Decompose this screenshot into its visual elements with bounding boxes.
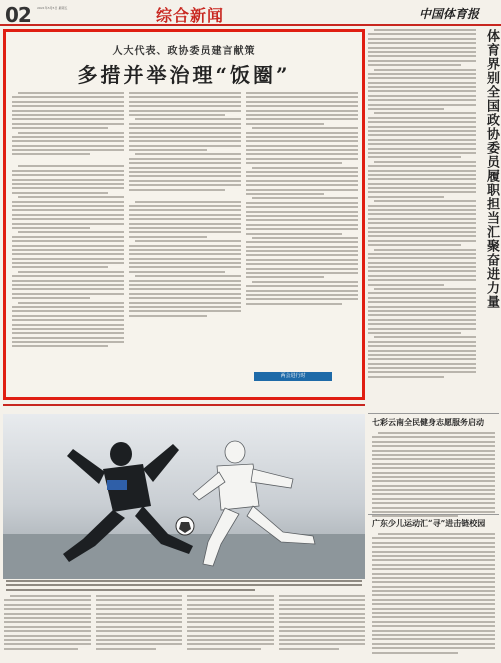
right-feature-body — [368, 29, 476, 380]
publication-date: 2021年3月5日 星期五 — [37, 6, 68, 10]
ball-graphic — [176, 517, 194, 535]
photo-caption — [6, 580, 362, 593]
yunnan-headline: 七彩云南全民健身志愿服务启动 — [372, 417, 484, 427]
section-stamp: 两会进行时 — [254, 372, 332, 381]
page-number: 02 — [5, 3, 31, 27]
paper-logo: 中国体育报 — [418, 7, 479, 21]
photo-news-bar — [3, 404, 365, 413]
article-headline: 多措并举治理“饭圈” — [77, 63, 291, 87]
masthead — [0, 0, 501, 26]
article-body — [12, 92, 358, 392]
article-column-3 — [246, 92, 358, 350]
article-column-2 — [129, 92, 241, 350]
article-column-1 — [12, 92, 124, 350]
section-title: 综合新闻 — [156, 6, 225, 25]
news-photo[interactable] — [3, 414, 365, 579]
lower-article[interactable] — [4, 595, 365, 661]
lower-article-column — [187, 595, 274, 652]
yunnan-article[interactable] — [368, 413, 499, 513]
right-feature-headline: 体育界别全国政协委员履职担当汇聚奋进力量 — [484, 29, 499, 309]
article-subhead — [12, 158, 124, 163]
guangdong-article[interactable] — [368, 514, 499, 654]
lower-article-column — [279, 595, 366, 652]
lower-article-column — [96, 595, 183, 652]
football-photo-illustration — [3, 414, 365, 579]
article-subhead — [129, 194, 241, 199]
guangdong-headline: 广东少儿运动汇“寻”进击链校园 — [372, 518, 486, 528]
article-kicker: 人大代表、政协委员建言献策 — [112, 46, 256, 57]
lower-article-column — [4, 595, 91, 652]
main-article[interactable] — [3, 29, 365, 400]
right-feature-article[interactable] — [368, 29, 499, 414]
